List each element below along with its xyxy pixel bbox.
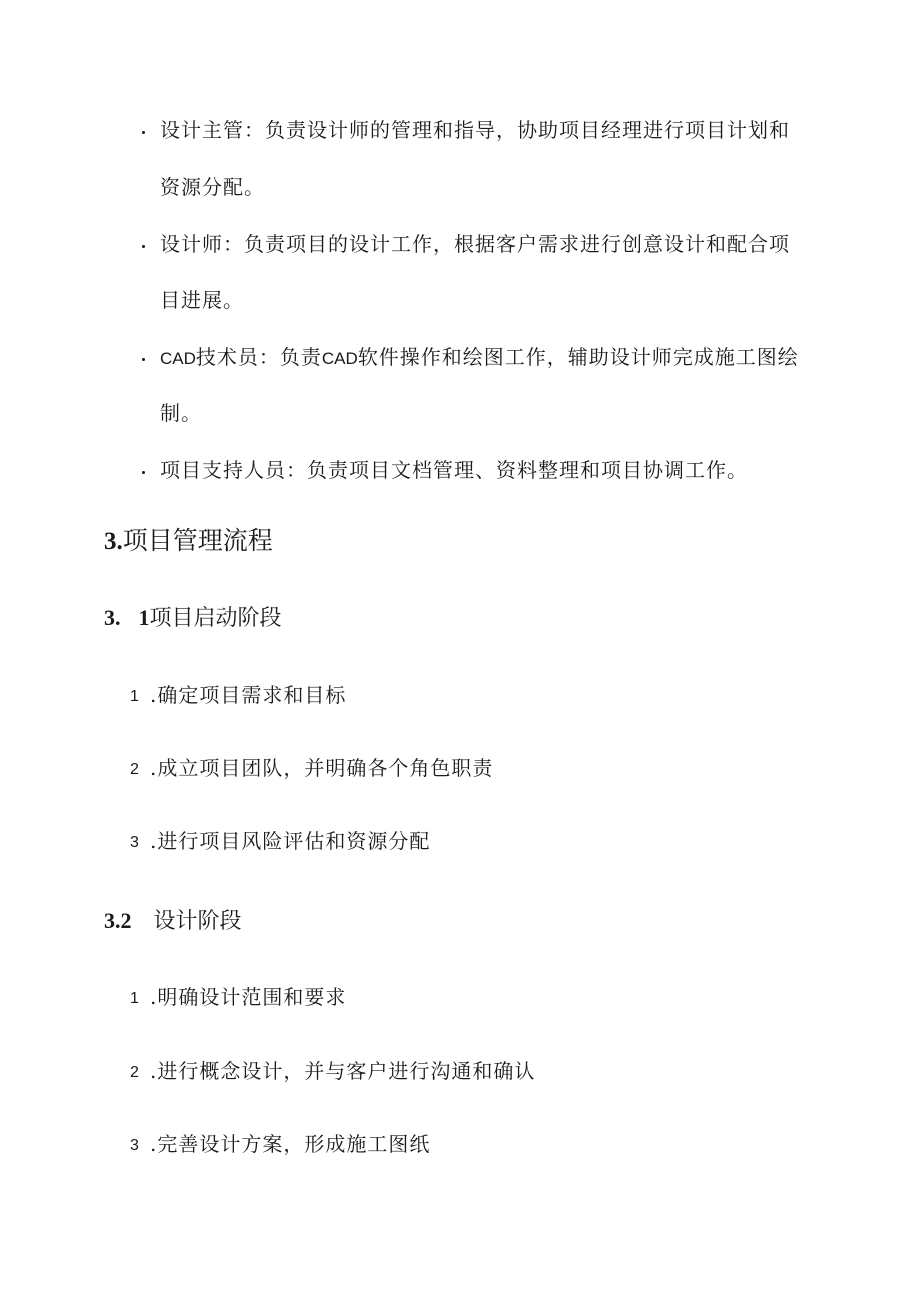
section-heading: [104, 528, 273, 554]
subsection-number: 3.: [104, 605, 121, 630]
list-item-number: 1: [130, 990, 139, 1007]
subsection-number: 3.2: [104, 908, 132, 933]
list-item-number: 2: [130, 761, 139, 778]
section-title: 项目管理流程: [122, 526, 273, 555]
subsection-title: 项目启动阶段: [149, 606, 282, 631]
bullet-dot-icon: [142, 245, 145, 248]
role-item-latin: CAD: [160, 349, 196, 368]
section-number: 3.: [104, 528, 123, 555]
list-item: .完善设计方案，形成施工图纸: [150, 1132, 431, 1156]
subsection-heading: [104, 607, 282, 630]
list-item: .进行项目风险评估和资源分配: [150, 829, 431, 853]
subsection-number-part: 1: [138, 605, 150, 630]
role-item-line1: 设计主管：负责设计师的管理和指导，协助项目经理进行项目计划和: [160, 118, 790, 142]
role-item-text: 技术员：负责: [195, 345, 322, 369]
bullet-dot-icon: [142, 471, 145, 474]
role-item-line2: 资源分配。: [160, 175, 265, 199]
bullet-dot-icon: [142, 131, 145, 134]
list-item-number: 3: [130, 1137, 139, 1154]
list-item: .明确设计范围和要求: [150, 985, 347, 1009]
role-item-line1: 项目支持人员：负责项目文档管理、资料整理和项目协调工作。: [160, 458, 748, 482]
role-item-line2: 目进展。: [160, 288, 244, 312]
role-item-line2: 制。: [160, 401, 202, 425]
role-item-text: 软件操作和绘图工作，辅助设计师完成施工图绘: [357, 345, 799, 369]
role-item-line1: 设计师：负责项目的设计工作，根据客户需求进行创意设计和配合项: [160, 232, 790, 256]
list-item-number: 2: [130, 1064, 139, 1081]
subsection-title: 设计阶段: [153, 909, 242, 934]
role-item-line1: [160, 347, 799, 367]
role-item-latin: CAD: [321, 349, 358, 368]
list-item: .确定项目需求和目标: [150, 683, 347, 707]
list-item: .成立项目团队，并明确各个角色职责: [150, 756, 494, 780]
bullet-dot-icon: [142, 358, 145, 361]
list-item: .进行概念设计，并与客户进行沟通和确认: [150, 1059, 536, 1083]
list-item-number: 3: [130, 834, 139, 851]
list-item-number: 1: [130, 688, 139, 705]
subsection-heading: [104, 910, 242, 933]
